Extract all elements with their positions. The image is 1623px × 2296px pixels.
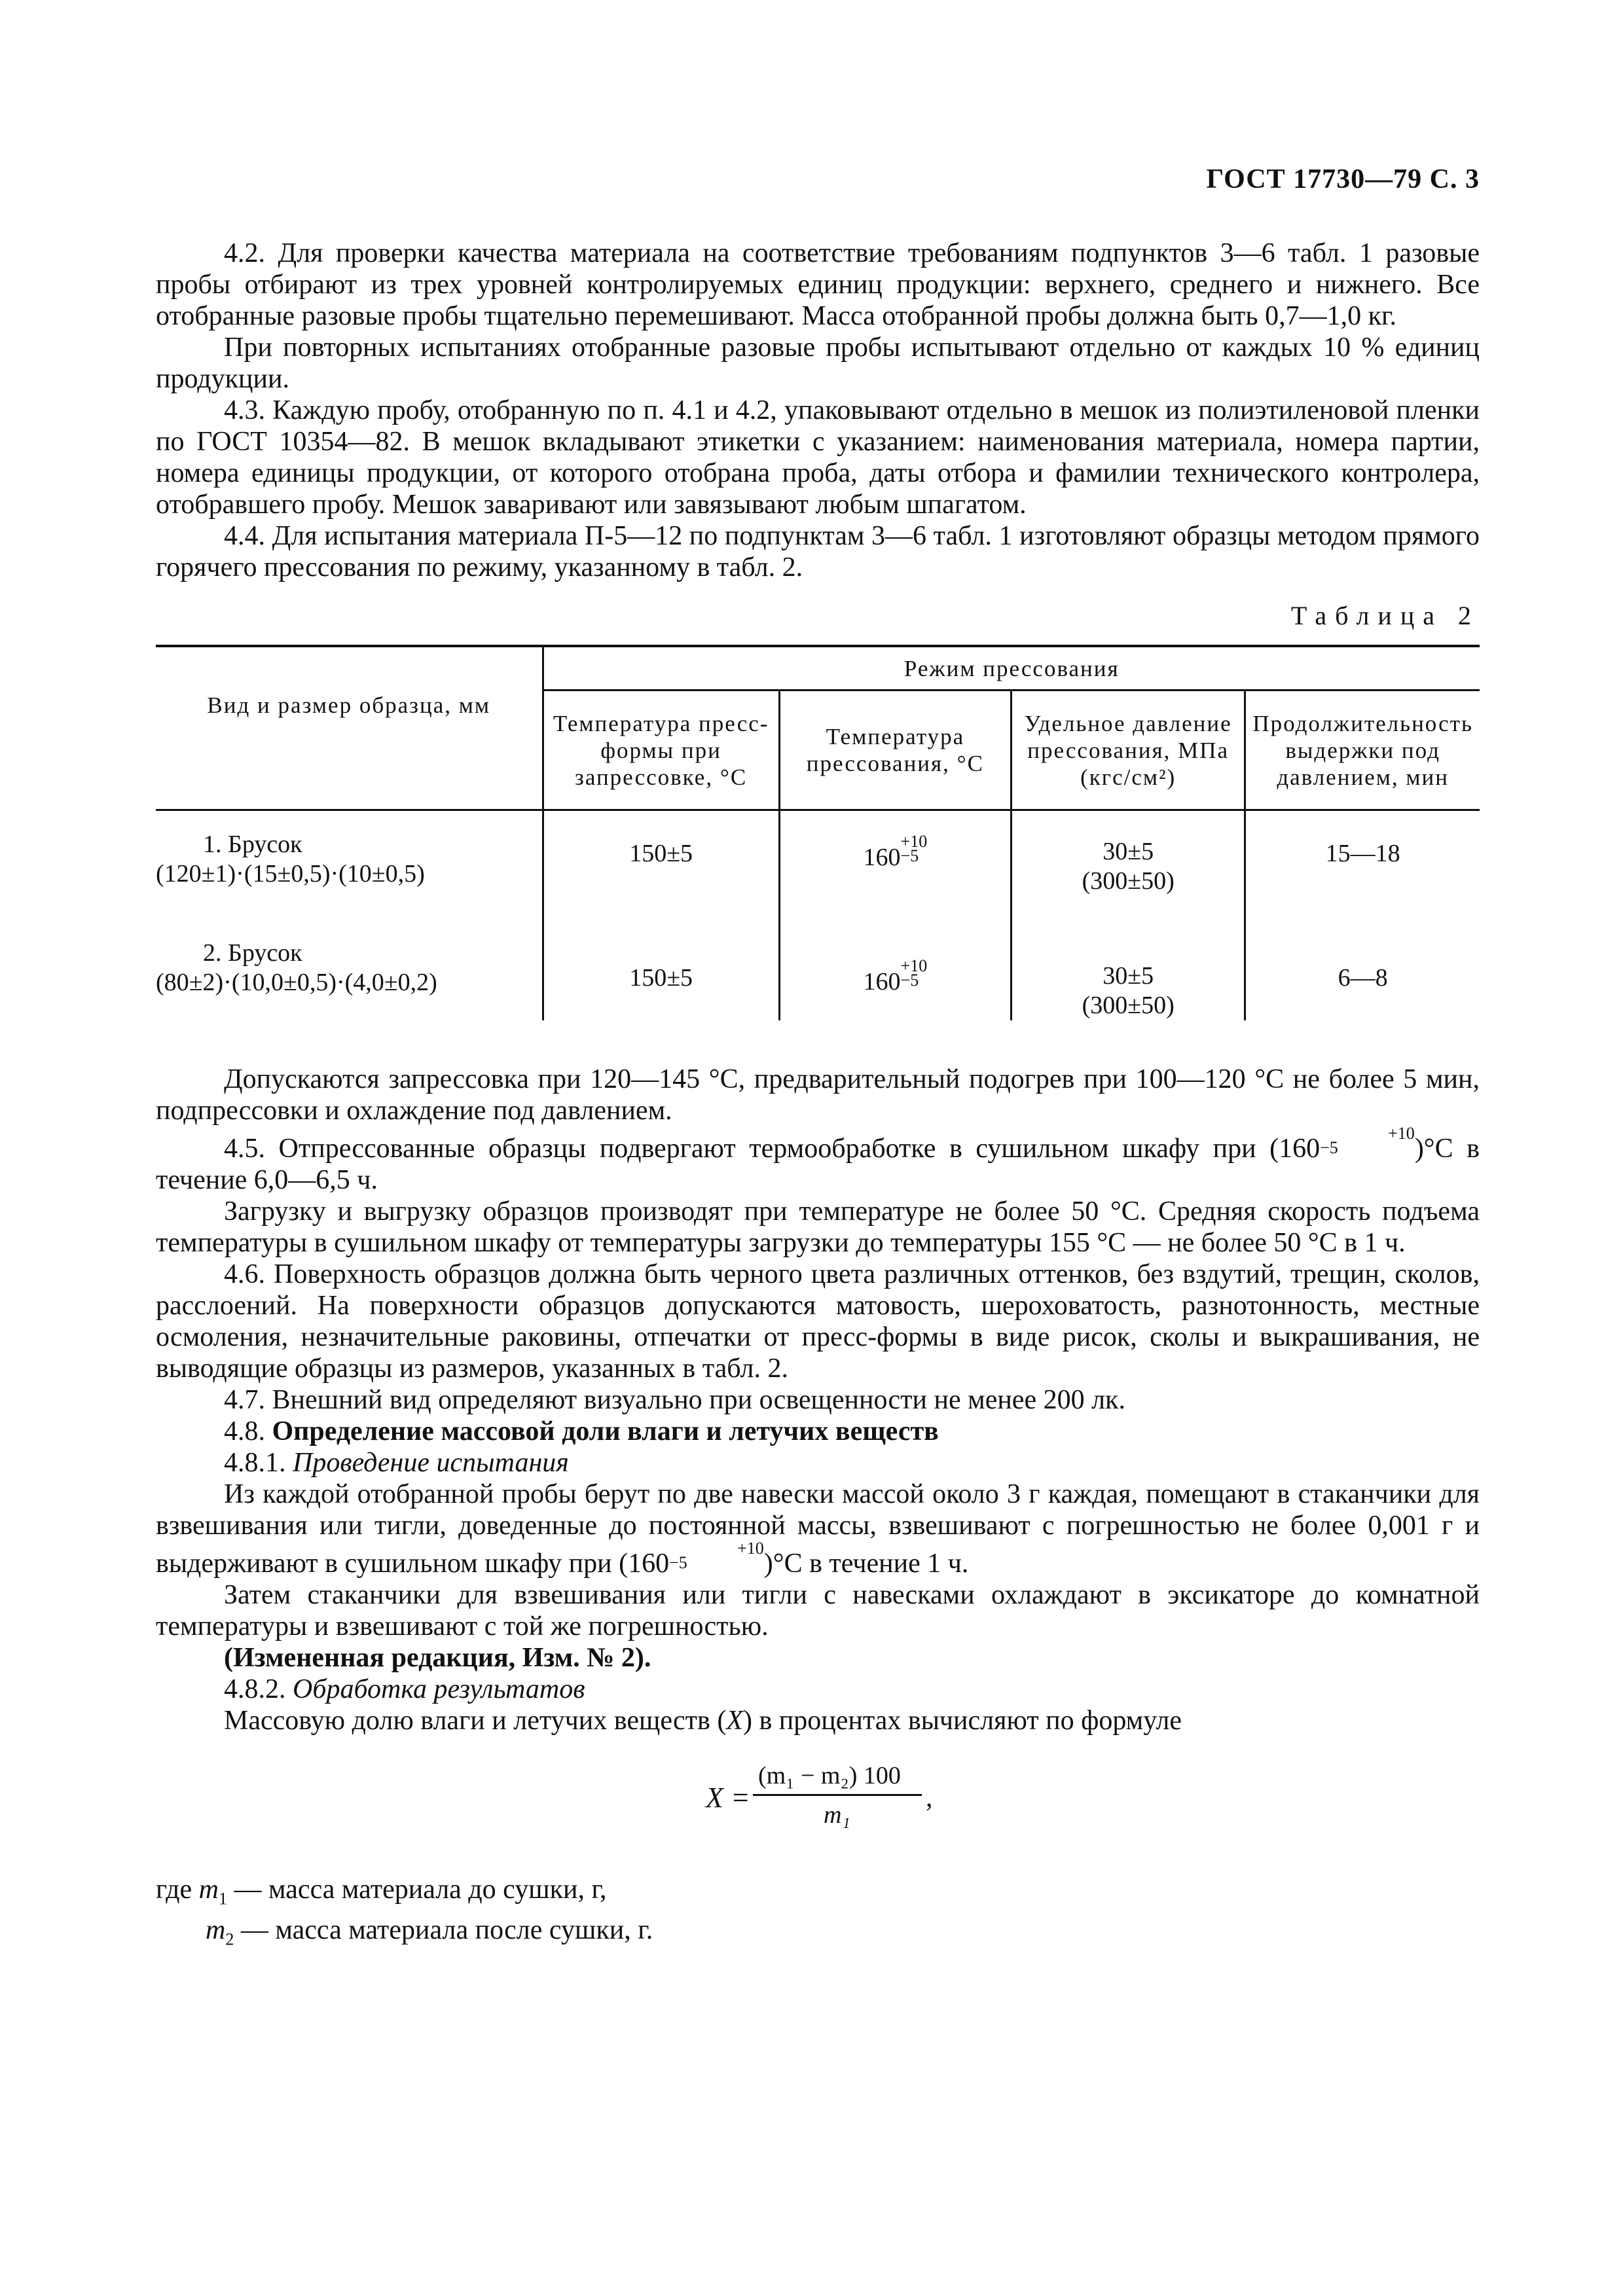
tolerance-down: −5: [900, 971, 919, 990]
temperature-tolerance: [1320, 1126, 1415, 1155]
moisture-formula: [156, 1736, 1480, 1874]
paragraph-4-5: [156, 1126, 1480, 1196]
table-caption: Таблица 2: [1290, 601, 1480, 630]
paragraph-4-8-1-cooling: Затем стаканчики для взвешивания или тигли с навесками охлаждают в эксикаторе до комнатной температуры и взвешивают с той же погрешностью.: [156, 1580, 1480, 1641]
page-header: ГОСТ 17730—79 С. 3: [1206, 164, 1480, 194]
press-temperature-tolerance: [901, 834, 928, 863]
cell-hold-duration: 6—8: [1245, 935, 1480, 1020]
cell-pressure: [1012, 935, 1245, 1020]
procedure-text: Из каждой отобранной пробы берут по две навески массой около 3 г каждая, помещают в стаканчики для взвешивания или тигли, доведенные до постоянной массы, взвешивают с погрешностью не более 0,001 г и выдерживают в сушильном шкафу при (160: [156, 1479, 1480, 1579]
section-title: Обработка результатов: [293, 1674, 585, 1704]
symbol: m: [206, 1915, 226, 1946]
pressure-mpa: 30±5: [1103, 962, 1154, 990]
paragraph-4-8-1-procedure: [156, 1479, 1480, 1579]
table-header-specimen: Вид и размер образца, мм: [156, 646, 543, 810]
where-m2: [156, 1914, 1480, 1955]
specimen-name: 2. Брусок: [203, 939, 302, 967]
press-temperature-base: 160: [863, 844, 901, 871]
temperature-tolerance: [669, 1541, 764, 1570]
symbol-definition: — масса материала после сушки, г.: [234, 1915, 653, 1946]
formula-fraction-bar: [753, 1794, 922, 1796]
edit-note: (Измененная редакция, Изм. № 2).: [224, 1643, 651, 1673]
tolerance-up: +10: [1388, 1124, 1415, 1143]
table-header-press-temperature: Температура прессования, °С: [779, 691, 1011, 810]
cell-hold-duration: 15—18: [1245, 810, 1480, 897]
paragraph-4-2-repeat: При повторных испытаниях отобранные разовые пробы испытывают отдельно от каждых 10 % единиц продукции.: [156, 332, 1480, 394]
paragraph-4-4: 4.4. Для испытания материала П-5—12 по подпунктам 3—6 табл. 1 изготовляют образцы методом прямого горячего прессования по режиму, указанному в табл. 2.: [156, 521, 1480, 583]
tolerance-up: +10: [900, 956, 928, 975]
table-header-pressure: Удельное давление прессования, МПа (кгс/см²): [1012, 691, 1245, 810]
specimen-dims: (80±2)·(10,0±0,5)·(4,0±0,2): [156, 969, 437, 996]
tolerance-down: −5: [900, 846, 919, 865]
formula-lhs: X =: [706, 1782, 750, 1814]
specimen-name: 1. Брусок: [203, 831, 302, 858]
pressure-kgf: (300±50): [1082, 992, 1175, 1019]
formula-numerator: (m₁ − m₂) 100: [758, 1762, 901, 1789]
section-number: 4.8.2.: [224, 1674, 293, 1704]
section-title: Определение массовой доли влаги и летучих веществ: [272, 1416, 939, 1446]
press-temperature-base: 160: [863, 968, 901, 996]
paragraph-4-5-text: 4.5. Отпрессованные образцы подвергают термообработке в сушильном шкафу при (160: [224, 1134, 1321, 1164]
tolerance-up: +10: [737, 1539, 764, 1558]
symbol-subscript: 1: [219, 1889, 227, 1909]
paragraph-4-2: 4.2. Для проверки качества материала на соответствие требованиям подпунктов 3—6 табл. 1 разовые пробы отбирают из трех уровней контролируемых единиц продукции: верхнего, среднего и нижнего. Все отобранные разовые пробы тщательно перемешивают. Масса отобранной пробы должна быть 0,7—1,0 кг.: [156, 238, 1480, 331]
formula-comma: ,: [926, 1783, 933, 1813]
tolerance-down: −5: [669, 1553, 687, 1572]
cell-mold-temperature: 150±5: [543, 810, 779, 897]
paragraph-4-8: [156, 1416, 1480, 1447]
paragraph-4-5-loading: Загрузку и выгрузку образцов производят при температуре не более 50 °C. Средняя скорость подъема температуры в сушильном шкафу от температуры загрузки до температуры 155 °C — не более 50 °C в 1 ч.: [156, 1196, 1480, 1258]
pressure-mpa: 30±5: [1103, 838, 1154, 865]
table-header-pressing-mode: Режим прессования: [543, 646, 1480, 691]
cell-press-temperature: [779, 810, 1011, 897]
section-number: 4.8.1.: [224, 1448, 293, 1478]
pressing-mode-table: [156, 645, 1480, 1020]
cell-press-temperature: [779, 935, 1011, 1020]
table-row: [156, 810, 1480, 897]
pressure-kgf: (300±50): [1082, 867, 1175, 895]
paragraph-4-7: 4.7. Внешний вид определяют визуально при освещенности не менее 200 лк.: [224, 1385, 1125, 1415]
tolerance-down: −5: [1320, 1138, 1338, 1157]
paragraph-4-8-2-formula-intro: [156, 1705, 1480, 1736]
cell-pressure: [1012, 810, 1245, 897]
table-row-spacer: [156, 896, 1480, 935]
paragraph-4-6: 4.6. Поверхность образцов должна быть черного цвета различных оттенков, без вздутий, трещин, сколов, расслоений. На поверхности образцов допускаются матовость, шероховатость, разнотонность, местные осмоления, незначительные раковины, отпечатки от пресс-формы в виде рисок, сколы и выкрашивания, не выводящие образцы из размеров, указанных в табл. 2.: [156, 1259, 1480, 1384]
table-row: [156, 935, 1480, 1020]
paragraph-4-3: 4.3. Каждую пробу, отобранную по п. 4.1 и 4.2, упаковывают отдельно в мешок из полиэтиленовой пленки по ГОСТ 10354—82. В мешок вкладывают этикетки с указанием: наименования материала, номера партии, номера единицы продукции, от которого отобрана проба, даты отбора и фамилии технического контролера, отобравшего пробу. Мешок заваривают или завязывают любым шпагатом.: [156, 395, 1480, 520]
where-m1: [156, 1874, 1480, 1914]
section-number: 4.8.: [224, 1416, 272, 1446]
paragraph-4-5-text-end: )°C в течение 6,0—6,5 ч.: [156, 1134, 1480, 1195]
paragraph-after-table: Допускаются запрессовка при 120—145 °C, предварительный подогрев при 100—120 °C не более 5 мин, подпрессовки и охлаждение под давлением.: [156, 1064, 1480, 1126]
where-lead: где: [156, 1874, 199, 1905]
cell-mold-temperature: 150±5: [543, 935, 779, 1020]
specimen-dims: (120±1)·(15±0,5)·(10±0,5): [156, 860, 425, 888]
press-temperature-tolerance: [900, 956, 928, 990]
table-header-hold-duration: Продолжительность выдержки под давлением, мин: [1245, 691, 1480, 810]
formula-denominator: m₁: [824, 1801, 850, 1829]
formula-variable: X: [726, 1706, 743, 1736]
document-body: [156, 238, 1480, 1956]
paragraph-4-8-1: [156, 1447, 1480, 1479]
section-title: Проведение испытания: [293, 1448, 569, 1478]
table-header-mold-temperature: Температура пресс-формы при запрессовке, °С: [543, 691, 779, 810]
procedure-text-end: )°C в течение 1 ч.: [763, 1549, 969, 1579]
formula-intro-text-end: ) в процентах вычисляют по формуле: [742, 1706, 1182, 1736]
tolerance-up: +10: [900, 832, 928, 851]
symbol-definition: — масса материала до сушки, г,: [227, 1874, 607, 1905]
formula-intro-text: Массовую долю влаги и летучих веществ (: [224, 1706, 727, 1736]
symbol: m: [198, 1874, 219, 1905]
symbol-subscript: 2: [225, 1929, 234, 1949]
paragraph-4-8-2: [156, 1674, 1480, 1705]
